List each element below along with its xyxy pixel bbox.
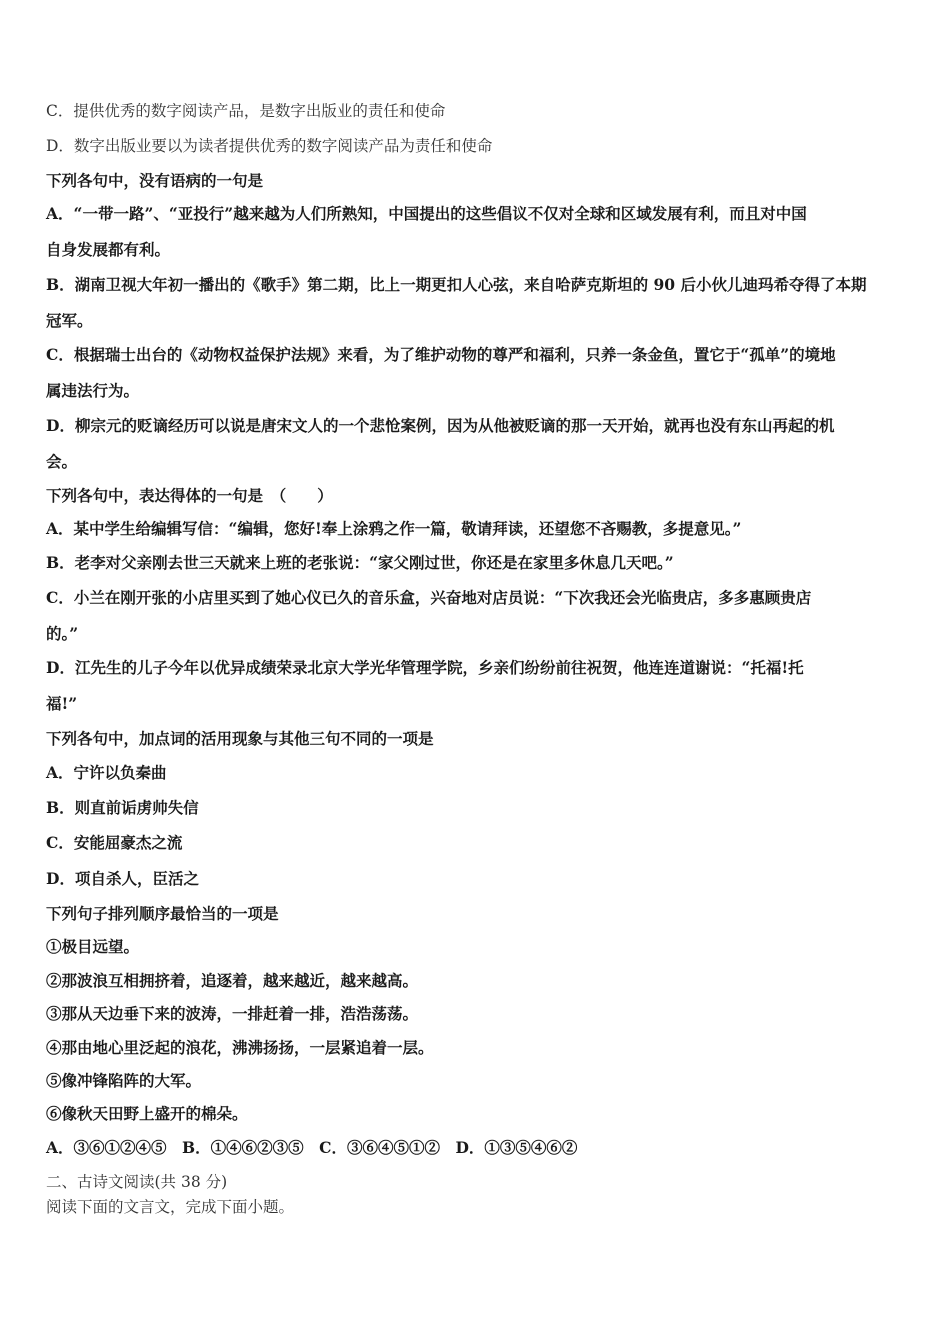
option-a-text: A．宁许以负秦曲	[46, 763, 167, 782]
question-stem: 下列各句中，加点词的活用现象与其他三句不同的一项是	[46, 729, 434, 748]
sentence-3: ③那从天边垂下来的波涛，一排赶着一排，浩浩荡荡。	[46, 1004, 419, 1023]
option-a-text: A．“一带一路”、“亚投行”越来越为人们所熟知，中国提出的这些倡议不仅对全球和区域发展有利，而且对中国	[46, 204, 807, 223]
option-c-text: C．根据瑞士出台的《动物权益保护法规》来看，为了维护动物的尊严和福利，只养一条金鱼，置它于“孤单”的境地	[46, 345, 836, 364]
question-stem: 下列各句中，没有语病的一句是	[46, 171, 264, 190]
option-d-text: D．江先生的儿子今年以优异成绩荣录北京大学光华管理学院，乡亲们纷纷前往祝贺，他连连道谢说：“托福!托	[46, 658, 804, 677]
option-a-text: A．某中学生给编辑写信：“编辑，您好!奉上涂鸦之作一篇，敬请拜读，还望您不吝赐教，多提意见。”	[46, 519, 742, 538]
option-c-text: C．安能屈豪杰之流	[46, 833, 183, 852]
option-b-text: B．湖南卫视大年初一播出的《歌手》第二期，比上一期更扣人心弦，来自哈萨克斯坦的 90 后小伙儿迪玛希夺得了本期	[46, 275, 867, 294]
option-c-text-cont: 的。”	[46, 624, 79, 643]
sentence-1: ①极目远望。	[46, 937, 140, 956]
option-d-text: D．柳宗元的贬谪经历可以说是唐宋文人的一个悲怆案例，因为从他被贬谪的那一天开始，就再也没有东山再起的机	[46, 416, 835, 435]
sentence-4: ④那由地心里泛起的浪花，沸沸扬扬，一层紧追着一层。	[46, 1038, 434, 1057]
question-stem: 下列各句中，表达得体的一句是 （ ）	[46, 486, 333, 505]
option-c-text: C．小兰在刚开张的小店里买到了她心仪已久的音乐盒，兴奋地对店员说：“下次我还会光临贵店，多多惠顾贵店	[46, 588, 812, 607]
answer-options: A．③⑥①②④⑤ B．①④⑥②③⑤ C．③⑥④⑤①② D．①③⑤④⑥②	[46, 1138, 578, 1157]
option-d-text: D．项自杀人，臣活之	[46, 869, 199, 888]
option-d-text-cont: 福!”	[46, 694, 78, 713]
option-b-text: B．则直前诟虏帅失信	[46, 798, 199, 817]
option-d-text-cont: 会。	[46, 452, 78, 471]
option-b-text-cont: 冠军。	[46, 311, 93, 330]
option-a-text-cont: 自身发展都有利。	[46, 240, 171, 259]
sentence-6: ⑥像秋天田野上盛开的棉朵。	[46, 1104, 248, 1123]
sentence-2: ②那波浪互相拥挤着，追逐着，越来越近，越来越高。	[46, 971, 419, 990]
instruction-text: 阅读下面的文言文，完成下面小题。	[46, 1198, 295, 1216]
question-stem: 下列句子排列顺序最恰当的一项是	[46, 904, 279, 923]
option-d-text: D．数字出版业要以为读者提供优秀的数字阅读产品为责任和使命	[46, 137, 493, 155]
option-b-text: B．老李对父亲刚去世三天就来上班的老张说：“家父刚过世，你还是在家里多休息几天吧。”	[46, 553, 674, 572]
section-heading: 二、古诗文阅读(共 38 分)	[46, 1173, 228, 1191]
sentence-5: ⑤像冲锋陷阵的大军。	[46, 1071, 202, 1090]
option-c-text-cont: 属违法行为。	[46, 381, 140, 400]
option-c-text: C．提供优秀的数字阅读产品，是数字出版业的责任和使命	[46, 102, 446, 120]
